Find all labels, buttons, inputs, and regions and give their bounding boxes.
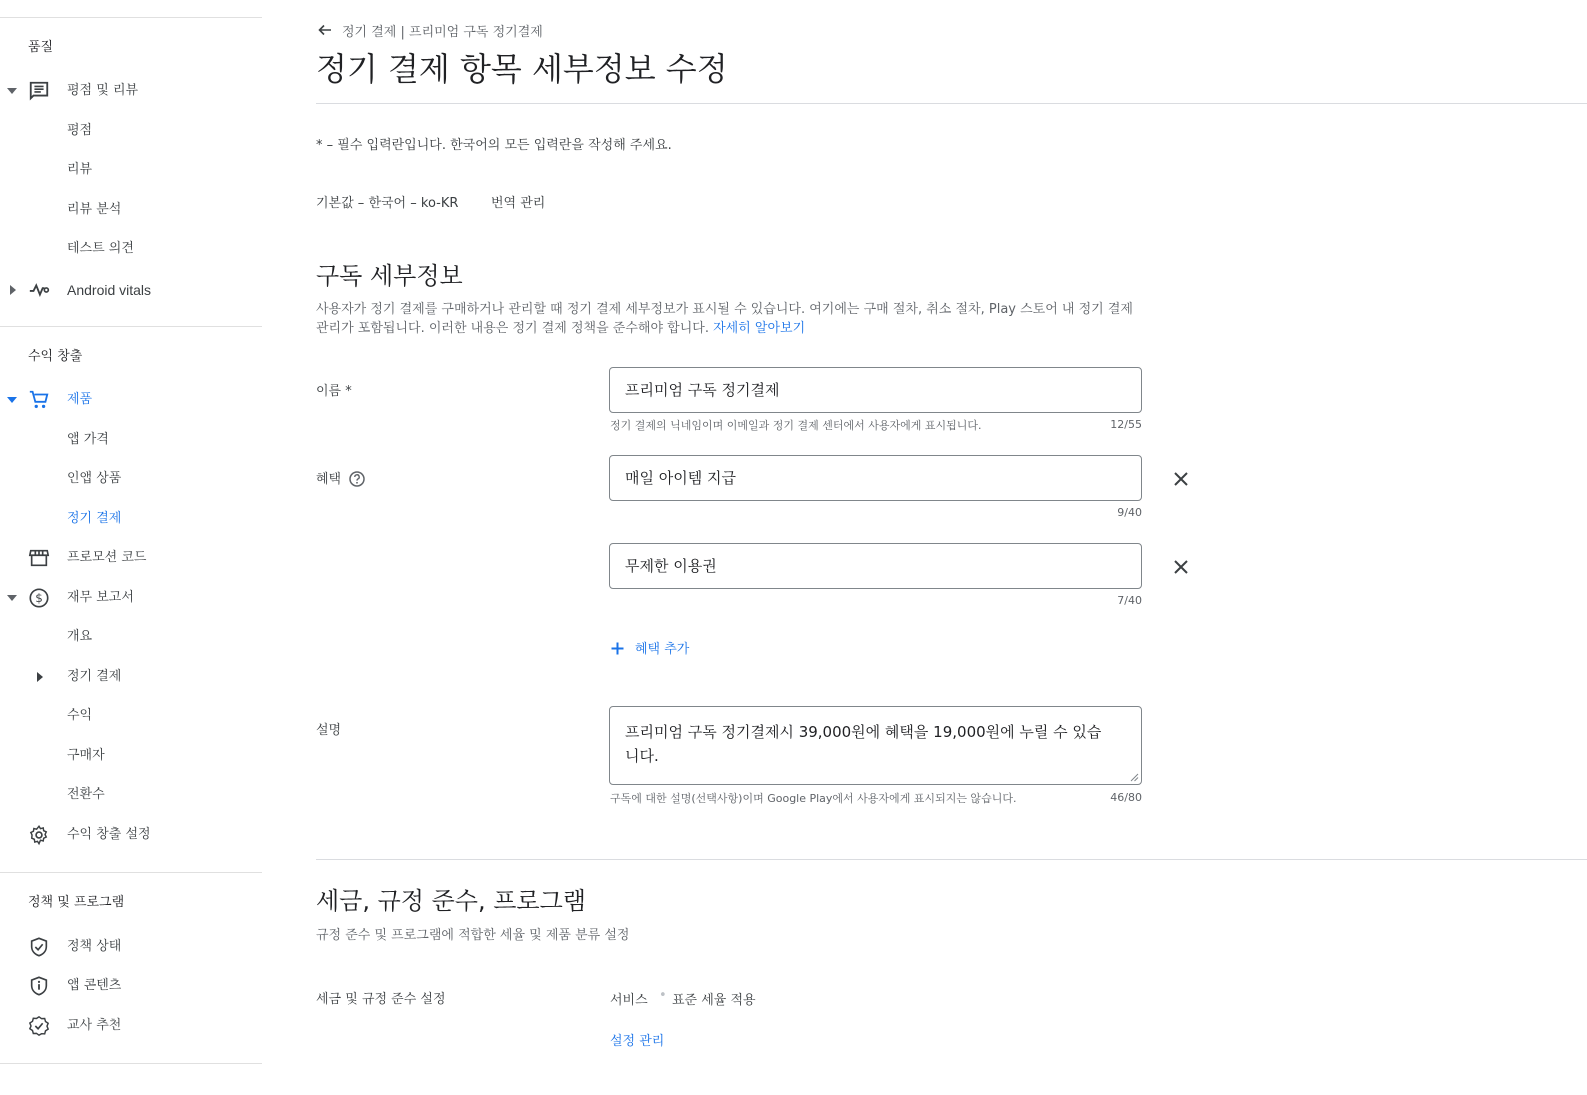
sidebar-section-monetize: 수익 창출 [28,349,83,364]
sidebar-item-label: 앱 콘텐츠 [67,978,122,993]
sidebar-item-teacher-approved[interactable] [0,1009,262,1043]
shopping-cart-icon [28,389,50,411]
page-title: 정기 결제 항목 세부정보 수정 [316,50,728,88]
manage-translations-link[interactable]: 번역 관리 [491,196,546,211]
sidebar-item-label: 평점 [67,123,93,138]
sidebar-divider [0,1063,262,1064]
manage-settings-link[interactable]: 설정 관리 [610,1034,665,1049]
description-value [625,720,1101,768]
caret-down-icon[interactable] [6,395,18,405]
separator-dot: • [659,988,667,1003]
sidebar-section-policy: 정책 및 프로그램 [28,895,125,910]
sidebar-item-test-feedback[interactable] [0,232,262,266]
sidebar-item-label: 테스트 의견 [67,241,134,256]
sidebar-item-financial-reports[interactable] [0,581,262,615]
sidebar-item-label: 전환수 [67,787,105,802]
caret-down-icon[interactable] [6,593,18,603]
svg-text:$: $ [35,591,43,606]
gear-icon [28,824,50,846]
sidebar-item-label: Android vitals [67,282,152,298]
sidebar-nav [0,0,262,1095]
sidebar-item-label: 재무 보고서 [67,590,134,605]
sidebar-item-review-analysis[interactable] [0,193,262,227]
benefit-char-counter-1: 9/40 [1117,506,1142,519]
plus-icon [610,641,625,656]
section-divider [316,859,1587,860]
section-description: 사용자가 정기 결제를 구매하거나 관리할 때 정기 결제 세부정보가 표시될 수 있습니다. 여기에는 구매 절차, 취소 절차, Play 스토어 내 정기 결제 [316,302,1133,317]
sidebar-divider [0,326,262,327]
required-note: * – 필수 입력란입니다. 한국어의 모든 입력란을 작성해 주세요. [316,138,672,153]
vitals-icon [28,279,50,301]
description-helper-text: 구독에 대한 설명(선택사항)이며 Google Play에서 사용자에게 표시되지는 않습니다. [610,792,1017,805]
sidebar-item-label: 구매자 [67,748,105,763]
benefit-input-value: 무제한 이용권 [625,557,717,575]
name-helper-text: 정기 결제의 닉네임이며 이메일과 정기 결제 센터에서 사용자에게 표시됩니다. [610,419,982,432]
close-icon[interactable] [1172,558,1190,576]
caret-right-icon[interactable] [8,285,20,295]
sidebar-item-label: 교사 추천 [67,1018,122,1033]
benefit-input-value: 매일 아이템 지급 [625,469,736,487]
sidebar-item-ratings[interactable] [0,114,262,148]
dollar-circle-icon [28,587,50,609]
sidebar-item-label: 리뷰 [67,162,93,177]
shield-check-icon [28,936,50,958]
close-icon[interactable] [1172,470,1190,488]
shield-info-icon [28,975,50,997]
section-heading-details: 구독 세부정보 [316,262,463,290]
section-description-line2 [316,317,805,336]
section-description-text: 관리가 포함됩니다. 이러한 내용은 정기 결제 정책을 준수해야 합니다. [316,321,709,336]
sidebar-item-android-vitals[interactable] [0,273,262,307]
resize-handle-icon[interactable] [1130,773,1139,782]
sidebar-item-conversions[interactable] [0,778,262,812]
description-line: 니다. [625,747,659,765]
sidebar-item-label: 프로모션 코드 [67,550,147,565]
benefit-input-2[interactable] [609,543,1142,589]
badge-icon [28,1015,50,1037]
back-arrow-icon[interactable] [317,22,333,38]
default-language: 기본값 – 한국어 – ko-KR [316,196,459,211]
description-label: 설명 [316,723,342,738]
name-char-counter: 12/55 [1110,418,1142,431]
benefit-input-1[interactable] [609,455,1142,501]
help-icon[interactable] [348,470,366,488]
sidebar-item-overview[interactable] [0,620,262,654]
sidebar-item-label: 정기 결제 [67,669,122,684]
sidebar-item-revenue[interactable] [0,699,262,733]
sidebar-item-label: 정기 결제 [67,511,122,526]
reviews-icon [28,80,50,102]
header-divider [316,103,1587,104]
caret-down-icon[interactable] [6,86,18,96]
sidebar-item-label: 인앱 상품 [67,471,122,486]
caret-right-icon[interactable] [35,672,45,682]
benefit-char-counter-2: 7/40 [1117,594,1142,607]
sidebar-item-label: 수익 창출 설정 [67,827,151,842]
sidebar-item-app-pricing[interactable] [0,423,262,457]
sidebar-item-label: 개요 [67,629,93,644]
sidebar-item-label: 앱 가격 [67,432,109,447]
sidebar-item-subscriptions[interactable] [0,502,262,536]
name-input[interactable] [609,367,1142,413]
sidebar-item-label: 수익 [67,708,93,723]
description-line: 프리미엄 구독 정기결제시 39,000원에 혜택을 19,000원에 누릴 수 있습 [625,723,1102,741]
benefits-label: 혜택 [316,472,342,487]
sidebar-item-products[interactable] [0,383,262,417]
sidebar-item-ratings-reviews[interactable] [0,74,262,108]
description-char-counter: 46/80 [1110,791,1142,804]
tax-settings-label: 세금 및 규정 준수 설정 [316,992,446,1007]
sidebar-item-inapp-products[interactable] [0,462,262,496]
tax-subheading: 규정 준수 및 프로그램에 적합한 세율 및 제품 분류 설정 [316,928,630,943]
sidebar-item-label: 제품 [67,392,93,407]
sidebar-section-quality: 품질 [28,40,54,55]
sidebar-item-reviews[interactable] [0,153,262,187]
name-input-value: 프리미엄 구독 정기결제 [625,381,780,399]
description-textarea[interactable] [609,706,1142,785]
sidebar-item-policy-status[interactable] [0,930,262,964]
tax-category: 서비스 [610,993,648,1008]
section-heading-tax: 세금, 규정 준수, 프로그램 [316,887,586,915]
sidebar-item-buyers[interactable] [0,739,262,773]
sidebar-item-fin-subscriptions[interactable] [0,660,262,694]
sidebar-divider [0,17,262,18]
tax-rate: 표준 세율 적용 [672,993,756,1008]
sidebar-item-app-content[interactable] [0,969,262,1003]
sidebar-item-label: 평점 및 리뷰 [67,83,139,98]
sidebar-item-promo-codes[interactable] [0,541,262,575]
learn-more-link[interactable]: 자세히 알아보기 [713,321,806,336]
name-label: 이름 * [316,384,352,399]
sidebar-item-label: 리뷰 분석 [67,202,122,217]
sidebar-item-monetize-setup[interactable] [0,818,262,852]
store-icon [28,547,50,569]
add-benefit-label: 혜택 추가 [635,642,690,657]
breadcrumb[interactable]: 정기 결제 | 프리미엄 구독 정기결제 [342,25,543,40]
sidebar-divider [0,872,262,873]
sidebar-item-label: 정책 상태 [67,939,122,954]
